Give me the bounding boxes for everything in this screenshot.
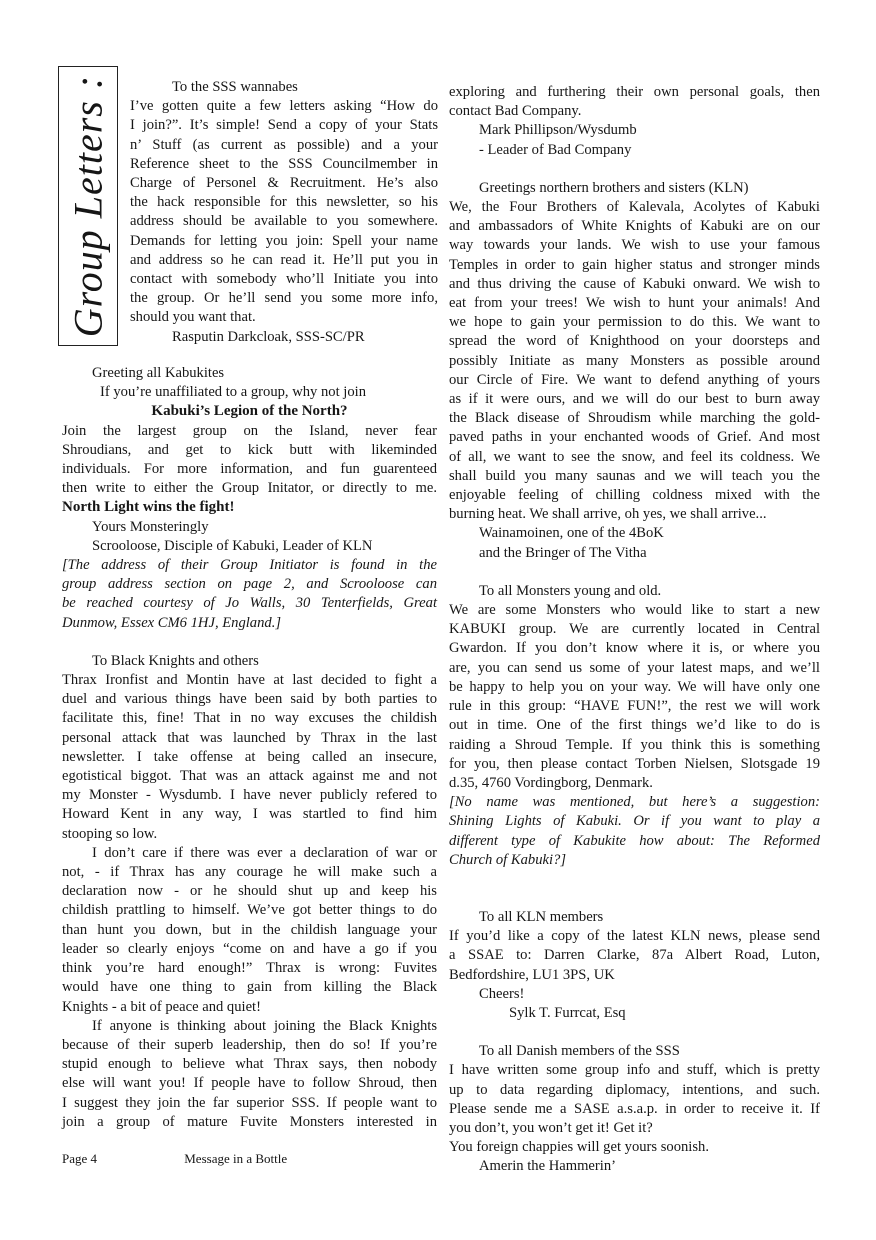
- letter-sss-wannabes: [130, 78, 438, 347]
- letter-text-line: Please sende me a SASE a.s.a.p. in order to receive it. If: [449, 1100, 820, 1117]
- letter-text-line: If anyone is thinking about joining the Black Knights: [92, 1017, 437, 1034]
- letter-text-line: way towards your lands. We wish to use your famous: [449, 237, 820, 254]
- letter-text-line: d.35, 4760 Vordingborg, Denmark.: [449, 774, 653, 791]
- letter-text-line: KABUKI group. We are currently located in Central: [449, 621, 820, 638]
- letter-text-line: I don’t care if there was ever a declaration of war or: [92, 844, 437, 861]
- letter-text-line: I suggest they join the far superior SSS. If people want to: [62, 1094, 437, 1111]
- letter-text-line: personal attack that was launched by Thrax in the last: [62, 729, 437, 746]
- spacer: [449, 563, 820, 582]
- letter-salutation: To all Monsters young and old.: [479, 582, 662, 599]
- letter-headline: Kabuki’s Legion of the North?: [151, 403, 348, 420]
- letter-text-line: I join?”. It’s simple! Send a copy of your Stats: [130, 117, 438, 134]
- letter-text-line: Shroudians, and get to kick butt with likeminded: [62, 441, 437, 458]
- letter-text-line: newsletter. I take offense at being called an insecure,: [62, 748, 437, 765]
- letter-text-line: would have one thing to gain from killing the Black: [62, 979, 437, 996]
- editor-note-line: [The address of their Group Initiator is found in the: [62, 557, 437, 574]
- letter-signature: Amerin the Hammerin’: [479, 1158, 616, 1175]
- editor-note-line: [No name was mentioned, but here’s a suggestion:: [449, 794, 820, 811]
- letter-text-line: join a group of mature Fuvite Monsters interested in: [62, 1113, 437, 1130]
- letter-text-line: up to data regarding diplomacy, intentions, and such.: [449, 1081, 820, 1098]
- editor-note-line: be reached courtesy of Jo Walls, 30 Tenterfields, Great: [62, 595, 437, 612]
- letter-text-line: contact with somebody who’ll Initiate you into: [130, 271, 438, 288]
- spacer: [449, 160, 820, 179]
- publication-name: Message in a Bottle: [184, 1151, 288, 1166]
- letter-text-line: our Circle of Fire. We want to defend anything of yours: [449, 371, 820, 388]
- letter-text-line: duel and various things have been said by both parties to: [62, 691, 437, 708]
- letter-text-line: burning heat. We shall arrive, oh yes, we shall arrive...: [449, 506, 767, 523]
- letter-signature: Wainamoinen, one of the 4BoK: [479, 525, 664, 542]
- letter-text-line: out in time. One of the first things we’d like to do is: [449, 717, 820, 734]
- letter-text-line: declaration now - or he should shut up and keep his: [62, 883, 437, 900]
- letter-text-line: else will want you! If people have to follow Shroud, then: [62, 1075, 437, 1092]
- letter-text-line: of all, we want to see the snow, and feel its coldness. We: [449, 448, 820, 465]
- letter-signature: Mark Phillipson/Wysdumb: [479, 122, 637, 139]
- letter-text-line: I’ve gotten quite a few letters asking “How do: [130, 98, 438, 115]
- letter-salutation: To the SSS wannabes: [172, 79, 298, 95]
- letter-text-line: possibly Initiate as many Monsters as possible around: [449, 352, 820, 369]
- editor-note-line: Shining Lights of Kabuki. Or if you want to play a: [449, 813, 820, 830]
- editor-note-line: Church of Kabuki?]: [449, 851, 567, 868]
- section-title-box: [58, 66, 118, 346]
- letter-text-line: stupid enough to believe what Thrax says, then nobody: [62, 1056, 437, 1073]
- letter-text-line: should you want that.: [130, 309, 256, 326]
- letter-text-line: than hunt you down, but in the childish language your: [62, 921, 437, 938]
- editor-note-line: different type of Kabukite how about: The Reformed: [449, 832, 820, 849]
- right-column: [449, 83, 820, 1177]
- letter-text-line: and ambassadors of White Knights of Kabuki are on our: [449, 218, 820, 235]
- letter-text-line: eat from your trees! We wish to hunt your animals! And: [449, 295, 820, 312]
- letter-text-line: stooping so low.: [62, 825, 158, 842]
- letter-signature: Sylk T. Furrcat, Esq: [509, 1004, 626, 1021]
- letter-text-line: enjoyable feeling of chilling coldness mixed with the: [449, 487, 820, 504]
- letter-text-line: you don’t, you won’t get it! Get it?: [449, 1119, 653, 1136]
- letter-text-line: individuals. For more information, and fun guarenteed: [62, 461, 437, 478]
- letter-text-line: a SSAE to: Darren Clarke, 87a Albert Road, Luton,: [449, 947, 820, 964]
- letter-text-line: shall build you many saunas and we will teach you the: [449, 467, 820, 484]
- letter-text-line: address should be available to you somewhere.: [130, 213, 438, 230]
- letter-closing: Yours Monsteringly: [92, 518, 209, 535]
- letter-text-line: because of their superb leadership, then do so! If you’re: [62, 1036, 437, 1053]
- spacer: [62, 633, 437, 652]
- letter-text-line: the group. Or he’ll send you some more info,: [130, 290, 438, 307]
- letter-text-line: childish prattling to himself. We’ve got better things to do: [62, 902, 437, 919]
- letter-text-line: Charge of Personel & Recruitment. He’s also: [130, 175, 438, 192]
- letter-text-line: If you’re unaffiliated to a group, why not join: [100, 384, 367, 401]
- letter-text-line: n’ Stuff (as current as possible) and a your: [130, 136, 438, 153]
- editor-note-line: group address section on page 2, and Scrooloose can: [62, 576, 437, 593]
- spacer: [449, 1023, 820, 1042]
- letter-text-line: If you’d like a copy of the latest KLN news, please send: [449, 928, 820, 945]
- letter-slogan: North Light wins the fight!: [62, 499, 235, 516]
- letter-text-line: Reference sheet to the SSS Councilmember in: [130, 155, 438, 172]
- letter-text-line: are, you can send us some of your latest maps, and we’ll: [449, 659, 820, 676]
- page-footer: [62, 1151, 287, 1167]
- letter-text-line: for you, then please contact Torben Nielsen, Slotsgade 19: [449, 755, 820, 772]
- spacer: [449, 870, 820, 908]
- letter-text-line: I have written some group info and stuff, which is pretty: [449, 1062, 820, 1079]
- letter-salutation: To Black Knights and others: [92, 652, 259, 669]
- letter-text-line: exploring and furthering their own personal goals, then: [449, 84, 820, 100]
- letter-signature: - Leader of Bad Company: [479, 141, 632, 158]
- page-number: Page 4: [62, 1151, 98, 1166]
- letter-text-line: Gwardon. If you don’t know where it is, or where you: [449, 640, 820, 657]
- letter-text-line: raiding a Shroud Temple. If you think this is something: [449, 736, 820, 753]
- letter-text-line: contact Bad Company.: [449, 103, 582, 120]
- letter-signature: and the Bringer of The Vitha: [479, 544, 647, 561]
- letter-text-line: be happy to help you on your way. We will have only one: [449, 678, 820, 695]
- letter-salutation: Greeting all Kabukites: [92, 365, 225, 381]
- letter-text-line: think you’re hard enough!” Thrax is wrong: Fuvites: [62, 960, 437, 977]
- letter-text-line: and address so he can read it. He’ll put you in: [130, 251, 438, 268]
- letter-text-line: spread the word of Knighthood on your doorsteps and: [449, 333, 820, 350]
- letter-text-line: We, the Four Brothers of Kalevala, Acolytes of Kabuki: [449, 199, 820, 216]
- left-column: [62, 364, 437, 1132]
- letter-salutation: Greetings northern brothers and sisters (KLN): [479, 179, 749, 196]
- letter-text-line: Demands for letting you join: Spell your name: [130, 232, 438, 249]
- letter-text-line: then write to either the Group Initator, or directly to me.: [62, 480, 437, 497]
- letter-text-line: not, - if Thrax has any courage he will make such a: [62, 864, 437, 881]
- letter-text-line: the hack responsible for this newsletter, so his: [130, 194, 438, 211]
- letter-text-line: You foreign chappies will get yours soonish.: [449, 1139, 709, 1156]
- letter-text-line: my Monster - Wysdumb. I have never publicly refered to: [62, 787, 437, 804]
- letter-text-line: facilitate this, fine! That in no way excuses the childish: [62, 710, 437, 727]
- letter-text-line: Temples in order to gain higher status and stronger minds: [449, 256, 820, 273]
- letter-text-line: We are some Monsters who would like to start a new: [449, 602, 820, 619]
- letter-text-line: Bedfordshire, LU1 3PS, UK: [449, 966, 615, 983]
- letter-text-line: we hope to gain your permission to do this. We want to: [449, 314, 820, 331]
- letter-text-line: rule in this group: “HAVE FUN!”, the rest we will work: [449, 698, 820, 715]
- letter-text-line: Howard Kent in any way, I was startled to find him: [62, 806, 437, 823]
- letter-text-line: and thus driving the cause of Kabuki onward. We wish to: [449, 275, 820, 292]
- letter-text-line: egotistical biggot. That was an attack against me and not: [62, 768, 437, 785]
- letter-signature: Scrooloose, Disciple of Kabuki, Leader of KLN: [92, 537, 373, 554]
- letter-salutation: To all KLN members: [479, 908, 604, 925]
- letter-signature: Rasputin Darkcloak, SSS-SC/PR: [172, 328, 365, 345]
- letter-text-line: Join the largest group on the Island, never fear: [62, 422, 437, 439]
- letter-text-line: as if it were ours, and we will do our best to burn away: [449, 391, 820, 408]
- section-title: Group Letters :: [65, 74, 111, 338]
- letter-text-line: leader so clearly enjoys “come on and have a go if you: [62, 940, 437, 957]
- letter-salutation: To all Danish members of the SSS: [479, 1043, 680, 1060]
- letter-text-line: Thrax Ironfist and Montin have at last decided to fight a: [62, 672, 437, 689]
- editor-note-line: Dunmow, Essex CM6 1HJ, England.]: [62, 614, 282, 631]
- letter-text-line: Knights - a bit of peace and quiet!: [62, 998, 261, 1015]
- letter-closing: Cheers!: [479, 985, 525, 1002]
- letter-text-line: paved paths in your enchanted woods of Grief. And most: [449, 429, 820, 446]
- letter-text-line: the Black disease of Shroudism while marching the gold-: [449, 410, 820, 427]
